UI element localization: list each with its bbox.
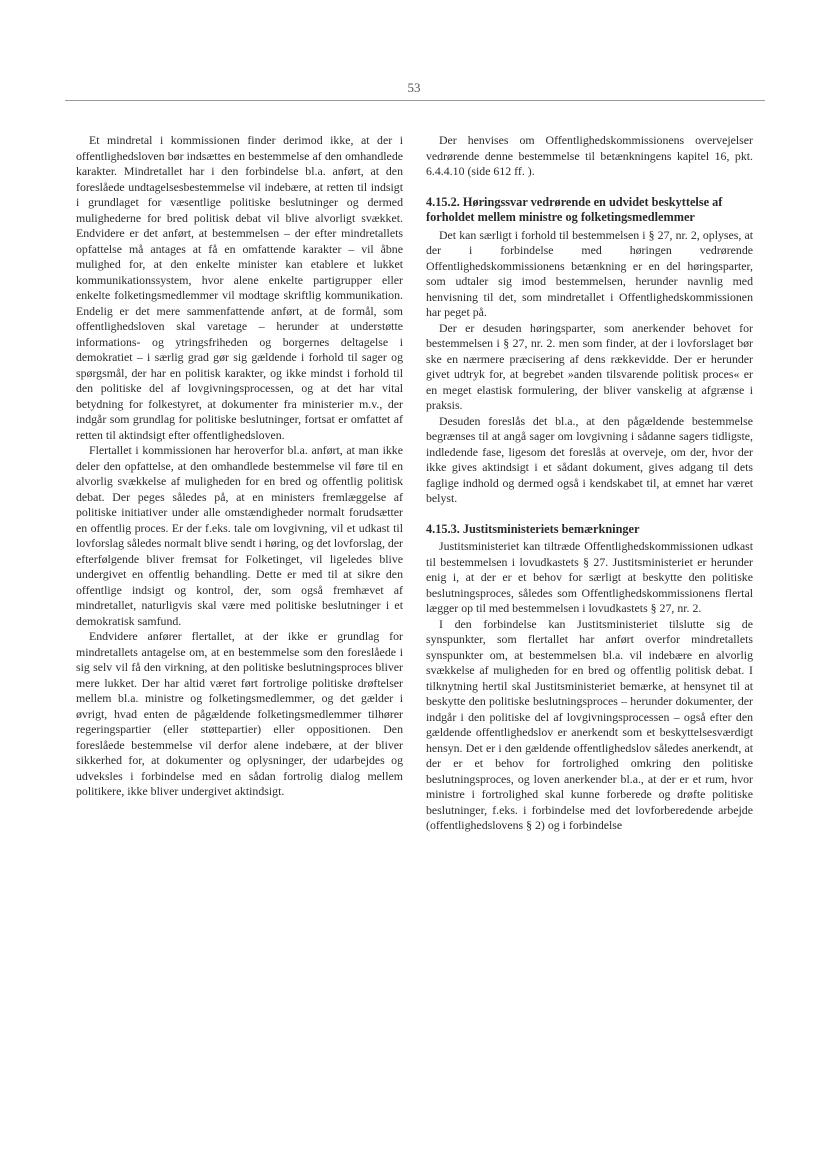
- right-column: [426, 133, 753, 834]
- left-paragraph-2: Flertallet i kommissionen har heroverfor bl.a. anført, at man ikke deler den opfattelse, at den omhandlede bestemmelse vil føre til en alvorlig svækkelse af muligheden for en bred og offentlig politisk debat. Der peges således på, at en ministers fremlæggelse af politiske initiativer under alle omstændigheder normalt forudsætter en offentlig proces. Er der f.eks. tale om lovgivning, vil et udkast til lovforslag således normalt blive sendt i høring, og det lovforslag, der efterfølgende bliver fremsat for Folketinget, vil ligeledes blive undergivet en offentlig behandling. Dette er med til at sikre den offentlige indsigt og kontrol, der, som også fremhævet af mindretallet, naturligvis skal være med politiske beslutninger i et demokratisk samfund.: [76, 443, 403, 628]
- header-rule: [65, 100, 765, 101]
- left-paragraph-1: Et mindretal i kommissionen finder derimod ikke, at der i offentlighedsloven bør indsættes en bestemmelse af den omhandlede karakter. Mindretallet har i den forbindelse bl.a. anført, at den foreslåede undtagelsesbestemmelse vil indebære, at retten til indsigt i grundlaget for væsentlige politiske beslutninger og dermed mulighederne for bred politisk debat vil blive alvorligt svækket. Endvidere er det anført, at bestemmelsen – der efter mindretallets opfattelse må antages at få en omfattende karakter – vil åbne mulighed for, at den enkelte minister kan etablere et lukket kommunikationssystem, hvor alene enkelte partigrupper eller enkelte folketingsmedlemmer vil modtage skriftlig kommunikation. Endelig er det mere sammenfattende anført, at de formål, som offentlighedsloven skal varetage – herunder at understøtte informations- og ytringsfriheden og borgernes deltagelse i demokratiet – i særlig grad gør sig gældende i forhold til sager og spørgsmål, der har en politisk karakter, og ikke mindst i forhold til den politiske del af lovgivningsprocessen, og at det har vital betydning for folkestyret, at dokumenter fra ministerier m.v., der indgår som grundlag for politiske beslutninger, fortsat er omfattet af retten til aktindsigt efter offentlighedsloven.: [76, 133, 403, 442]
- page-number: 53: [407, 80, 421, 95]
- section-gap: [426, 180, 753, 195]
- section-heading-4-15-3: 4.15.3. Justitsministeriets bemærkninger: [426, 521, 640, 536]
- section-2-paragraph-1: Det kan særligt i forhold til bestemmelsen i § 27, nr. 2, oplyses, at der i forbindelse med høringen vedrørende Offentlighedskommissionens betænkning er en del høringsparter, som udtaler sig imod bestemmelsen, herunder navnlig med henvisning til det, som mindretallet i Offentlighedskommissionen har peget på.: [426, 227, 753, 319]
- section-2-paragraph-2: Der er desuden høringsparter, som anerkender behovet for bestemmelsen i § 27, nr. 2. men som finder, at der i lovforslaget bør ske en nærmere præcisering af dens rækkevidde. Der er herunder givet udtryk for, at begrebet »anden tilsvarende politisk proces« er en meget elastisk formulering, der bliver vanskelig at afgrænse i praksis.: [426, 320, 753, 412]
- section-2-paragraph-3: Desuden foreslås det bl.a., at den pågældende bestemmelse begrænses til at angå sager om lovgivning i sådanne sagers tidligste, indledende fase, ligesom det foreslås at overveje, om der, hvor der ikke gives aktindsigt i et sådant dokument, gives adgang til dets faglige indhold og dermed også i kendskabet til, at emnet har været belyst.: [426, 413, 753, 505]
- left-paragraph-3: Endvidere anfører flertallet, at der ikke er grundlag for mindretallets antagelse om, at en bestemmelse som den foreslåede i sig selv vil få den virkning, at den politiske beslutningsproces bliver mere lukket. Der har altid været ført fortrolige politiske drøftelser mellem bl.a. ministre og folketingsmedlemmer, og det gælder i øvrigt, hvad enten de pågældende folketingsmedlemmer tilhører regeringspartier (eller støttepartier) eller oppositionen. Den foreslåede bestemmelse vil derfor alene indebære, at der bliver sikkerhed for, at dokumenter og oplysninger, der udarbejdes og udveksles i forbindelse med en sådan fortrolig dialog mellem politikere, ikke bliver undergivet aktindsigt.: [76, 629, 403, 798]
- section-3-paragraph-2: I den forbindelse kan Justitsministeriet tilslutte sig de synspunkter, som flertallet har anført overfor mindretallets synspunkter om, at bestemmelsen bl.a. vil indebære en alvorlig svækkelse af muligheden for en bred og offentlig politisk debat. I tilknytning hertil skal Justitsministeriet bemærke, at hensynet til at beskytte den politiske beslutningsproces – herunder dokumenter, der indgår i den politiske del af lovgivningsprocessen – også efter den gældende offentlighedslov er anerkendt som et beskyttelsesværdigt hensyn. Det er i den gældende offentlighedslov således anerkendt, at der er et behov for fortrolighed omkring den politiske beslutningsproces, og loven anerkender bl.a., at der er et rum, hvor ministre i fortrolighed skal kunne forberede og drøfte politiske beslutninger, f.eks. i forbindelse med det lovforberedende arbejde (offentlighedslovens § 2) og i forbindelse: [426, 616, 753, 832]
- left-column: [76, 133, 403, 800]
- section-3-paragraph-1: Justitsministeriet kan tiltræde Offentlighedskommissionen udkast til bestemmelsen i lovudkastets § 27. Justitsministeriet er herunder enig i, at der er et behov for særligt at beskytte den politiske beslutningsproces, således som Offentlighedskommissionens flertal lægger op til med bestemmelsen i lovudkastets § 27, nr. 2.: [426, 539, 753, 615]
- right-intro-paragraph: Der henvises om Offentlighedskommissionens overvejelser vedrørende denne bestemmelse til betænkningens kapitel 16, pkt. 6.4.4.10 (side 612 ff. ).: [426, 133, 753, 178]
- section-gap: [426, 507, 753, 522]
- section-heading-4-15-2: 4.15.2. Høringssvar vedrørende en udvidet beskyttelse af forholdet mellem ministre og folketingsmedlemmer: [426, 194, 723, 224]
